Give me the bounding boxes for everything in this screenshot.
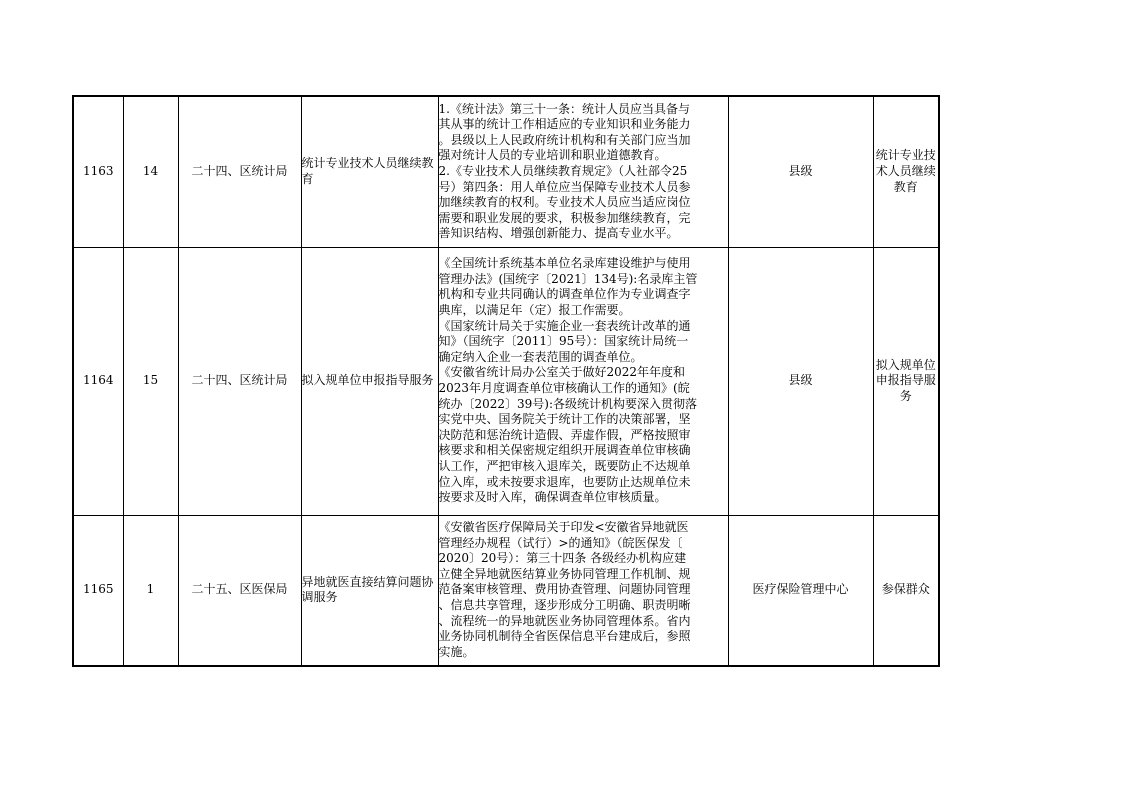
department: 二十五、区医保局 [178, 515, 301, 666]
service-list-table [72, 95, 940, 667]
row-id: 1165 [73, 515, 123, 666]
basis-line: 号）第四条：用人单位应当保障专业技术人员参 [438, 179, 691, 194]
basis-line: 机构和专业共同确认的调查单位作为专业调查字 [438, 287, 691, 302]
basis-line: 加继续教育的权利。专业技术人员应当适应岗位 [438, 195, 691, 210]
basis-line: 2.《专业技术人员继续教育规定》（人社部令25 [438, 163, 688, 178]
basis-line: 确定纳入企业一套表范围的调查单位。 [438, 349, 643, 364]
row-number: 1 [123, 515, 178, 666]
basis-line: 决防范和惩治统计造假、弄虚作假，严格按照审 [438, 427, 691, 442]
basis-line: 《安徽省医疗保障局关于印发<安徽省异地就医 [438, 520, 689, 535]
basis-line: 其从事的统计工作相适应的专业知识和业务能力 [438, 117, 691, 132]
basis-line: 知》（国统字〔2011〕95号）：国家统计局统一 [438, 334, 689, 349]
department: 二十四、区统计局 [178, 96, 301, 247]
basis-line: 业务协同机制待全省医保信息平台建成后，参照 [438, 629, 691, 644]
row-number: 15 [123, 247, 178, 515]
service-level: 县级 [728, 247, 873, 515]
basis-line: 认工作，严把审核入退库关，既要防止不达规单 [438, 458, 691, 473]
basis-line: 按要求及时入库，确保调查单位审核质量。 [438, 490, 667, 505]
service-target: 统计专业技术人员继续教育 [873, 96, 939, 247]
service-target: 拟入规单位申报指导服务 [873, 247, 939, 515]
service-level: 医疗保险管理中心 [728, 515, 873, 666]
basis-line: 典库，以满足年（定）报工作需要。 [438, 303, 631, 318]
basis-line: 《国家统计局关于实施企业一套表统计改革的通 [438, 318, 691, 333]
legal-basis [438, 515, 728, 666]
table-row [73, 247, 939, 515]
basis-line: 2023年月度调查单位审核确认工作的通知》(皖 [438, 381, 690, 395]
service-name: 统计专业技术人员继续教育 [301, 96, 438, 247]
service-name: 拟入规单位申报指导服务 [301, 247, 438, 515]
basis-line: 。县级以上人民政府统计机构和有关部门应当加 [438, 132, 691, 147]
basis-line: 范备案审核管理、费用协查管理、问题协同管理 [438, 582, 691, 597]
basis-line: 2020〕20号）：第三十四条 各级经办机构应建 [438, 551, 687, 566]
basis-line: 强对统计人员的专业培训和职业道德教育。 [438, 148, 667, 163]
basis-line: 善知识结构、增强创新能力、提高专业水平。 [438, 226, 679, 241]
service-name: 异地就医直接结算问题协调服务 [301, 515, 438, 666]
department: 二十四、区统计局 [178, 247, 301, 515]
basis-line: 、流程统一的异地就医业务协同管理体系。省内 [438, 613, 691, 628]
basis-line: 实施。 [438, 644, 475, 659]
basis-line: 1.《统计法》第三十一条：统计人员应当具备与 [438, 101, 690, 116]
basis-line: 管理办法》(国统字〔2021〕134号):名录库主管 [438, 271, 698, 286]
basis-line: 《全国统计系统基本单位名录库建设维护与使用 [438, 256, 691, 271]
basis-line: 实党中央、国务院关于统计工作的决策部署，坚 [438, 412, 691, 427]
table-body [73, 96, 939, 666]
row-id: 1163 [73, 96, 123, 247]
table-row [73, 96, 939, 247]
basis-line: 管理经办规程（试行）>的通知》（皖医保发〔 [438, 535, 683, 550]
service-level: 县级 [728, 96, 873, 247]
basis-line: 统办〔2022〕39号):各级统计机构要深入贯彻落 [438, 396, 698, 411]
basis-line: 、信息共享管理，逐步形成分工明确、职责明晰 [438, 598, 691, 613]
basis-line: 《安徽省统计局办公室关于做好2022年年度和 [438, 365, 686, 380]
row-number: 14 [123, 96, 178, 247]
row-id: 1164 [73, 247, 123, 515]
basis-line: 位入库，或未按要求退库，也要防止达规单位未 [438, 474, 691, 489]
basis-line: 立健全异地就医结算业务协同管理工作机制、规 [438, 566, 691, 581]
legal-basis [438, 96, 728, 247]
service-target: 参保群众 [873, 515, 939, 666]
legal-basis [438, 247, 728, 515]
basis-line: 核要求和相关保密规定组织开展调查单位审核确 [438, 443, 691, 458]
table-row [73, 515, 939, 666]
basis-line: 需要和职业发展的要求，积极参加继续教育，完 [438, 210, 691, 225]
